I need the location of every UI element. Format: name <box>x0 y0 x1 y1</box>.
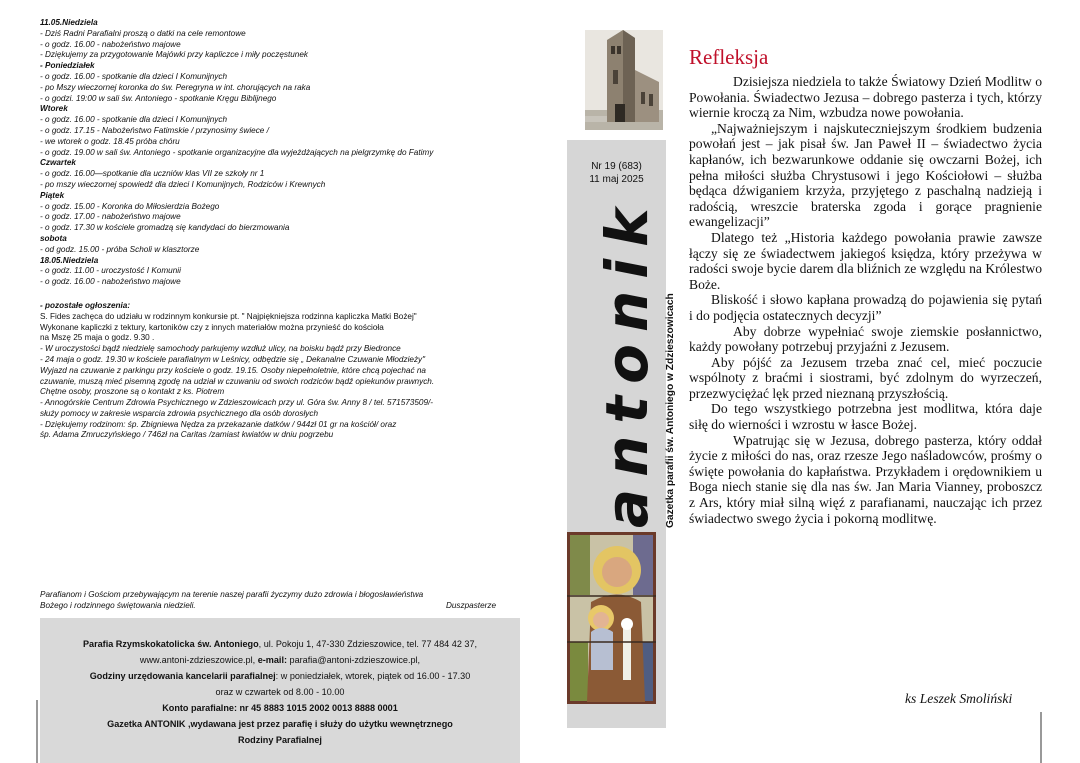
announcement-line: - W uroczystości bądź niedzielę samochody parkujemy wzdłuż ulicy, na boisku bądź przy Biedronce <box>40 344 401 354</box>
announcement-line: czuwanie, muszą mieć pisemną zgodę na udział w czuwaniu od swoich rodziców bądź opiekunów prawnych. <box>40 376 435 386</box>
announcement-heading: Piątek <box>40 190 65 200</box>
announcement-line: - o godz. 19.00 w sali św. Antoniego - spotkanie organizacyjne dla wyjeżdżających na pielgrzymkę do Fatimy <box>40 147 434 157</box>
reflection-paragraph: „Najważniejszym i najskuteczniejszym środkiem budzenia powołań jest – jak pisał św. Jan Paweł II – świadectwo życia kapłanów, ich bezwarunkowe oddanie się owczarni Bożej, ich pełna miłości służba Chrystusowi i jego Kościołowi – służba będąca dźwiganiem krzyża, przyjętego z paschalną nadzieją i radością, wreszcie braterska zgoda i gorące pragnienie ewangelizacji” <box>689 120 1042 230</box>
author-signature: ks Leszek Smoliński <box>905 691 1013 706</box>
greeting <box>40 589 510 611</box>
footer-hours-line <box>40 668 520 684</box>
announcement-line: - o godz. 17.15 - Nabożeństwo Fatimskie / przynosimy świece / <box>40 125 269 135</box>
announcement-line: - po Mszy wieczornej koronka do św. Peregryna w int. chorujących na raka <box>40 82 311 92</box>
masthead-subtitle: Gazetka parafii św. Antoniego w Zdzieszowicach <box>665 293 676 528</box>
reflection-paragraph: Aby dobrze wypełniać swoje ziemskie posłannictwo, każdy powołany potrzebuj przyjaźni z Jezusem. <box>689 323 1042 355</box>
issue-info <box>567 160 666 186</box>
divider-line <box>36 700 38 763</box>
announcement-heading: - pozostałe ogłoszenia: <box>40 300 131 310</box>
announcement-line: - Dziś Radni Parafialni proszą o datki na cele remontowe <box>40 28 246 38</box>
masthead-title: antonik <box>593 196 661 528</box>
reflection-column <box>689 44 1042 526</box>
announcement-heading: 18.05.Niedziela <box>40 255 99 265</box>
email-label: e-mail: <box>257 655 287 665</box>
announcement-line: - od godz. 15.00 - próba Scholi w klasztorze <box>40 244 200 254</box>
announcement-heading: - Poniedziałek <box>40 61 95 71</box>
reflection-title: Refleksja <box>689 45 769 69</box>
account-number: Konto parafialne: nr 45 8883 1015 2002 0013 8888 0001 <box>162 703 398 713</box>
hours-label: Godziny urzędowania kancelarii parafialnej <box>89 671 276 681</box>
announcement-heading: Wtorek <box>40 104 68 114</box>
parish-email: parafia@antoni-zdzieszowice.pl, <box>287 655 421 665</box>
announcements-column <box>40 18 520 441</box>
announcement-line: - Dziękujemy rodzinom: śp. Zbigniewa Nędza za przekazanie datków / 944zł 01 gr na kościół/ oraz <box>40 419 397 429</box>
issue-number: Nr 19 (683) <box>591 161 642 172</box>
announcement-line: - 24 maja o godz. 19.30 w kościele parafialnym w Leśnicy, odbędzie się „ Dekanalne Czuwanie Młodzieży" <box>40 354 426 364</box>
reflection-paragraph: Wpatrując się w Jezusa, dobrego pasterza, który oddał życie z miłości do nas, oraz rzesze Jego naśladowców, prośmy o święte powołania do kapłaństwa. Przykładem i orędownikiem u Boga niech stanie się dla nas św. Jan Maria Vianney, proboszcz z Ars, który miał silną więź z parafianami, nauczając ich przez świadectwo swego życia i pokorną modlitwę. <box>689 432 1042 526</box>
gazette-note-2: Rodziny Parafialnej <box>238 735 322 745</box>
announcement-line: S. Fides zachęca do udziału w rodzinnym konkursie pt. " Najpiękniejsza rodzinna kapliczka Matki Bożej" <box>40 311 417 321</box>
announcement-line: Wykonane kapliczki z tektury, kartoników czy z innych materiałów można przynieść do kościoła <box>40 322 384 332</box>
parish-name: Parafia Rzymskokatolicka św. Antoniego <box>82 639 259 649</box>
announcement-line: na Mszę 25 maja o godz. 9.30 . <box>40 333 155 343</box>
reflection-paragraph: Do tego wszystkiego potrzebna jest modlitwa, która daje siłę do wierności i wzrostu w łasce Bożej. <box>689 401 1042 433</box>
announcement-heading: Czwartek <box>40 158 76 168</box>
announcement-line: służy pomocy w zakresie wsparcia zdrowia psychicznego dla osób dorosłych <box>40 408 319 418</box>
announcement-heading: 11.05.Niedziela <box>40 18 98 27</box>
announcement-line: - o godz. 16.00 - spotkanie dla dzieci I Komunijnych <box>40 71 228 81</box>
reflection-paragraph: Dlatego też „Historia każdego powołania prawie zawsze łączy się ze świadectwem jakiegoś księdza, który przeżywa w radości swoje bycie darem dla bliźnich ze względu na Królestwo Boże. <box>689 229 1042 292</box>
greeting-line-2: Bożego i rodzinnego świętowania niedzieli. <box>40 601 196 610</box>
reflection-paragraph: Aby pójść za Jezusem trzeba znać cel, mieć poczucie wspólnoty z braćmi i siostrami, być zdolnym do wyrzeczeń, przezwyciężać lęk przed nieznaną przyszłością. <box>689 354 1042 401</box>
announcement-line: - o godz. 16.00 - nabożeństwo majowe <box>40 277 181 287</box>
church-photo <box>585 30 663 130</box>
spacer <box>40 288 520 301</box>
office-hours: : w poniedziałek, wtorek, piątek od 16.00 - 17.30 <box>275 671 471 681</box>
issue-date: 11 maj 2025 <box>589 174 644 185</box>
saint-antony-stained-glass <box>567 532 656 704</box>
footer-contact-line <box>40 652 520 668</box>
gazette-note: Gazetka ANTONIK ,wydawana jest przez parafię i służy do użytku wewnętrznego <box>107 719 453 729</box>
announcement-line: - po mszy wieczornej spowiedź dla dzieci I Komunijnych, Rodziców i Krewnych <box>40 179 326 189</box>
divider-line <box>1040 712 1042 763</box>
announcement-line: - we wtorek o godz. 18.45 próba chóru <box>40 136 180 146</box>
announcement-line: - o godz. 17.00 - nabożeństwo majowe <box>40 212 181 222</box>
reflection-paragraph: Bliskość i słowo kapłana prowadzą do pojawienia się pytań i do podjęcia ostatecznych decyzji” <box>689 292 1042 323</box>
announcement-line: - o godz. 17.30 w kościele gromadzą się kandydaci do bierzmowania <box>40 223 290 233</box>
announcement-line: - o godzi. 19:00 w sali św. Antoniego - spotkanie Kręgu Biblijnego <box>40 93 277 103</box>
announcement-line: - o godz. 16.00—spotkanie dla uczniów klas VII ze szkoły nr 1 <box>40 169 265 179</box>
announcement-line: Chętne osoby, proszone są o kontakt z ks. Piotrem <box>40 387 225 397</box>
announcement-line: - o godz. 15.00 - Koronka do Miłosierdzia Bożego <box>40 201 220 211</box>
parish-footer <box>40 618 520 763</box>
announcement-line: - o godz. 11.00 - uroczystość I Komunii <box>40 266 181 276</box>
announcement-line: - Dziękujemy za przygotowanie Majówki przy kapliczce i miły poczęstunek <box>40 50 309 60</box>
parish-address: , ul. Pokoju 1, 47-330 Zdzieszowice, tel. 77 484 42 37, <box>258 639 478 649</box>
greeting-line-1: Parafianom i Gościom przebywającym na terenie naszej parafii życzymy dużo zdrowia i błogosławieństwa <box>40 590 424 599</box>
reflection-body <box>689 74 1042 526</box>
announcement-line: śp. Adama Zmruczyńskiego / 746zł na Caritas /zamiast kwiatów w dniu pogrzebu <box>40 430 334 440</box>
announcement-line: - o godz. 16.00 - nabożeństwo majowe <box>40 39 181 49</box>
announcement-line: Wyjazd na czuwanie z parkingu przy kościele o godz. 19.15. Osoby niepełnoletnie, które chcą pojechać na <box>40 365 426 375</box>
footer-address-line <box>40 636 520 652</box>
announcement-line: - Annogórskie Centrum Zdrowia Psychicznego w Zdzieszowicach przy ul. Góra św. Anny 8 / tel. 571573509/- <box>40 398 434 408</box>
parish-website: www.antoni-zdzieszowice.pl, <box>139 655 258 665</box>
reflection-paragraph: Dzisiejsza niedziela to także Światowy Dzień Modlitw o Powołania. Świadectwo Jezusa – dobrego pasterza i tych, którzy wiernie kroczą za Nim, wzbudza nowe powołania. <box>689 74 1042 121</box>
signature: Duszpasterze <box>445 601 496 610</box>
announcement-heading: sobota <box>40 233 67 243</box>
announcement-line: - o godz. 16.00 - spotkanie dla dzieci I Komunijnych <box>40 115 228 125</box>
office-hours-2: oraz w czwartek od 8.00 - 10.00 <box>215 687 345 697</box>
